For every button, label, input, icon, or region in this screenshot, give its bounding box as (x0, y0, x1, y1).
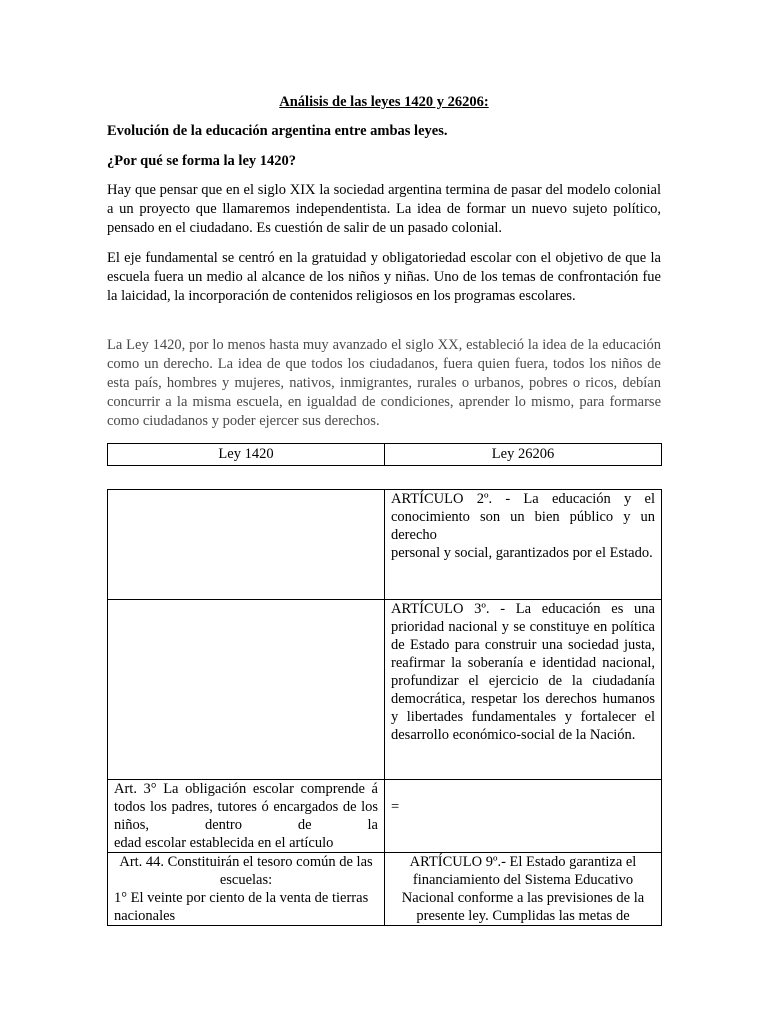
paragraph-ley-1420: La Ley 1420, por lo menos hasta muy avanzado el siglo XX, estableció la idea de la educación como un derecho. La idea de que todos los ciudadanos, fuera quien fuera, todos los niños de esta país, hombres y mujeres, nativos, inmigrantes, rurales o urbanos, pobres o ricos, debían concurrir a la misma escuela, en igualdad de condiciones, aprender lo mismo, para formarse como ciudadanos y poder ejercer sus derechos. (107, 337, 661, 429)
cell-text: ARTÍCULO 2º. - La educación y el conocimiento son un bien público y un derecho (391, 491, 655, 543)
cell-text: ARTÍCULO 3º. - La educación es una prioridad nacional y se constituye en política (391, 601, 655, 635)
cell-text: = (391, 799, 400, 815)
cell-ley1420-tesoro (108, 853, 385, 926)
table-row (108, 490, 662, 600)
heading-por-que: ¿Por qué se forma la ley 1420? (107, 153, 297, 169)
cell-text: Art. 3° La obligación escolar comprende á todos los padres, tutores ó encargados de los niños, dentro de la (114, 781, 378, 833)
table-row (108, 853, 662, 926)
cell-ley26206-art2 (385, 490, 662, 600)
cell-text: de Estado para construir una sociedad justa, reafirmar la soberanía e identidad nacional, profundizar el ejercicio de la ciudadanía democrática, respetar los derechos humanos y libertades fundamentales y fortalecer el desarrollo económico-social de la Nación. (391, 637, 655, 743)
paragraph-siglo-xix: Hay que pensar que en el siglo XIX la sociedad argentina termina de pasar del modelo colonial a un proyecto que llamaremos independentista. La idea de formar un nuevo sujeto político, pensado en el ciudadano. Es cuestión de salir de un pasado colonial. (107, 182, 661, 236)
cell-ley26206-art3 (385, 600, 662, 780)
cell-text: Art. 44. Constituirán el tesoro común de las escuelas: (119, 854, 373, 888)
header-table (107, 443, 662, 466)
cell-text: edad escolar establecida en el artículo (114, 835, 334, 851)
cell-text: personal y social, garantizados por el Estado. (391, 545, 653, 561)
cell-text: ARTÍCULO 9º.- El Estado garantiza el financiamiento del Sistema Educativo Nacional conforme a las previsiones de la presente ley. Cumplidas las metas de (401, 854, 645, 924)
table-row (108, 600, 662, 780)
header-ley-26206: Ley 26206 (385, 444, 662, 466)
document-title: Análisis de las leyes 1420 y 26206: (279, 94, 489, 110)
cell-ley1420-art2 (108, 490, 385, 600)
heading-evolucion: Evolución de la educación argentina entre ambas leyes. (107, 123, 448, 139)
header-ley-1420: Ley 1420 (108, 444, 385, 466)
cell-ley26206-equal (385, 780, 662, 853)
cell-ley1420-obligacion (108, 780, 385, 853)
table-row (108, 780, 662, 853)
cell-ley1420-art3 (108, 600, 385, 780)
paragraph-eje-fundamental: El eje fundamental se centró en la gratuidad y obligatoriedad escolar con el objetivo de que la escuela fuera un medio al alcance de los niños y niñas. Uno de los temas de confrontación fue la laicidad, la incorporación de contenidos religiosos en los programas escolares. (107, 250, 661, 304)
comparison-table (107, 489, 662, 926)
cell-ley26206-art9 (385, 853, 662, 926)
cell-text: 1° El veinte por ciento de la venta de tierras nacionales (114, 890, 369, 924)
